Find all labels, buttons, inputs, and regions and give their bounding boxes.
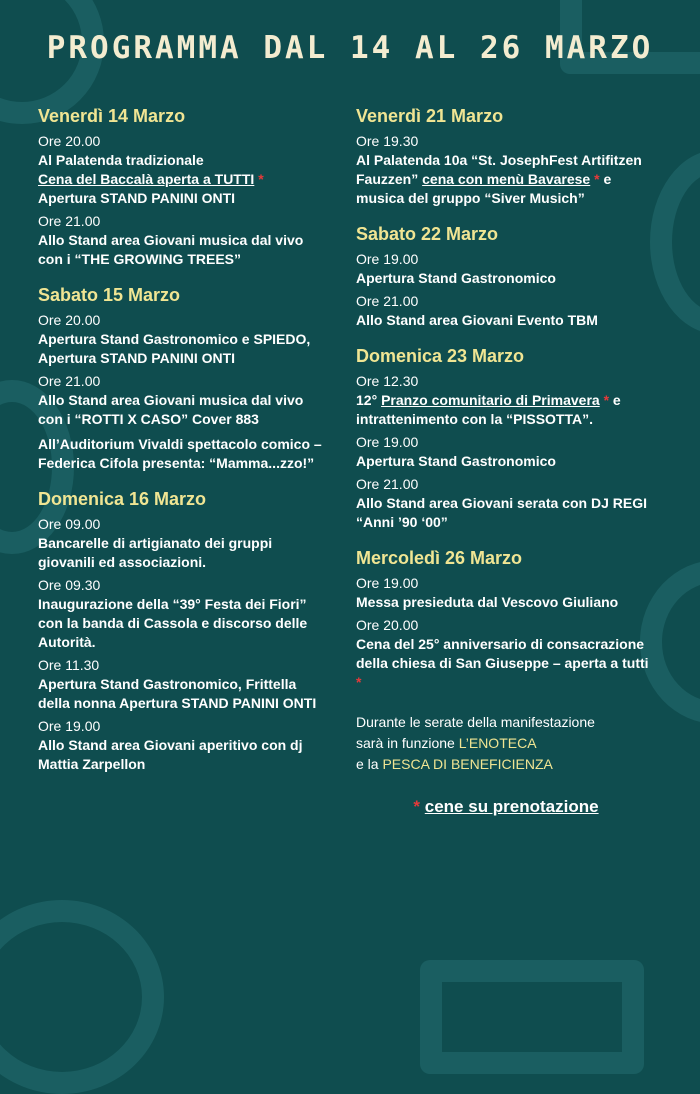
reservation-star: *	[413, 797, 421, 816]
reservation-event: cena con menù Bavarese	[422, 171, 591, 187]
event-description	[356, 151, 656, 208]
event-description: Allo Stand area Giovani Evento TBM	[356, 312, 598, 328]
day-title: Sabato 15 Marzo	[38, 285, 181, 305]
event-text: Apertura STAND PANINI ONTI	[38, 190, 236, 206]
event-description: Apertura Stand Gastronomico e SPIEDO, Apertura STAND PANINI ONTI	[38, 331, 311, 366]
reservation-star: *	[594, 171, 600, 187]
day-block	[356, 104, 656, 208]
day-title: Venerdì 21 Marzo	[356, 106, 504, 126]
event-time: Ore 20.00	[38, 133, 101, 149]
event-description: Bancarelle di artigianato dei gruppi giovanili ed associazioni.	[38, 535, 273, 570]
event-text: e musica del gruppo “Siver Musich”	[356, 171, 612, 206]
event-time: Ore 19.00	[356, 251, 419, 267]
event-description: Apertura Stand Gastronomico	[356, 453, 556, 469]
event-time: Ore 19.00	[38, 718, 101, 734]
note-line: e la	[356, 756, 383, 772]
event-time: Ore 21.00	[356, 476, 419, 492]
event-description: Allo Stand area Giovani musica dal vivo con i “ROTTI X CASO” Cover 883	[38, 392, 304, 427]
event-time: Ore 19.00	[356, 575, 419, 591]
poster-title: PROGRAMMA DAL 14 AL 26 MARZO	[46, 30, 654, 66]
day-block	[38, 104, 328, 269]
event-time: Ore 21.00	[356, 293, 419, 309]
note-highlight: L’ENOTECA	[458, 735, 537, 751]
event-time: Ore 20.00	[356, 617, 419, 633]
event-description	[356, 391, 656, 429]
decor-shape	[650, 150, 700, 334]
day-title: Mercoledì 26 Marzo	[356, 548, 523, 568]
event-time: Ore 19.00	[356, 434, 419, 450]
event-time: Ore 21.00	[38, 373, 101, 389]
event-description: Allo Stand area Giovani serata con DJ REGI “Anni ’90 ‘00”	[356, 495, 647, 530]
day-block	[356, 546, 656, 692]
event-time: Ore 20.00	[38, 312, 101, 328]
info-note	[356, 712, 656, 775]
event-time: Ore 19.30	[356, 133, 419, 149]
reservation-star: *	[356, 674, 362, 690]
event-description: Messa presieduta dal Vescovo Giuliano	[356, 594, 619, 610]
note-line: sarà in funzione	[356, 735, 459, 751]
event-time: Ore 09.30	[38, 577, 101, 593]
reservation-star: *	[603, 392, 610, 408]
reservation-star: *	[258, 171, 264, 187]
event-description: Apertura Stand Gastronomico, Frittella della nonna Apertura STAND PANINI ONTI	[38, 676, 317, 711]
decor-shape	[420, 960, 644, 1074]
event-text: Al Palatenda 10a “St. JosephFest Artifitzen Fauzzen”	[356, 152, 642, 187]
event-text: 12°	[356, 392, 382, 408]
event-description: Inaugurazione della “39° Festa dei Fiori” con la banda di Cassola e discorso delle Autorità.	[38, 596, 308, 650]
note-line: Durante le serate della manifestazione	[356, 714, 595, 730]
day-title: Sabato 22 Marzo	[356, 224, 499, 244]
event-time: Ore 09.00	[38, 516, 101, 532]
event-description: Allo Stand area Giovani musica dal vivo con i “THE GROWING TREES”	[38, 232, 304, 267]
event-description	[356, 635, 656, 692]
decor-shape	[0, 900, 164, 1094]
note-highlight: PESCA DI BENEFICIENZA	[382, 756, 553, 772]
reservation-event: Cena del Baccalà aperta a TUTTI	[38, 171, 255, 187]
event-time: Ore 12.30	[356, 373, 419, 389]
event-time: Ore 11.30	[38, 657, 100, 673]
left-column	[38, 104, 328, 774]
reservation-footnote	[356, 797, 656, 817]
event-description: All’Auditorium Vivaldi spettacolo comico – Federica Cifola presenta: “Mamma...zzo!”	[38, 436, 322, 471]
footnote-text: cene su prenotazione	[424, 797, 599, 816]
event-time: Ore 21.00	[38, 213, 101, 229]
day-title: Domenica 16 Marzo	[38, 489, 207, 509]
day-block	[38, 487, 328, 774]
event-text: Cena del 25° anniversario di consacrazione della chiesa di San Giuseppe – aperta a tutti	[356, 636, 649, 671]
event-description	[38, 151, 328, 208]
day-block	[356, 344, 656, 532]
day-block	[38, 283, 328, 473]
event-description: Apertura Stand Gastronomico	[356, 270, 556, 286]
reservation-event: Pranzo comunitario di Primavera	[381, 392, 600, 408]
event-text: e intrattenimento con la “PISSOTTA”.	[356, 392, 621, 427]
day-title: Venerdì 14 Marzo	[38, 106, 186, 126]
event-text: Al Palatenda tradizionale	[38, 152, 204, 168]
right-column	[356, 104, 656, 817]
day-title: Domenica 23 Marzo	[356, 346, 525, 366]
day-block	[356, 222, 656, 330]
event-description: Allo Stand area Giovani aperitivo con dj Mattia Zarpellon	[38, 737, 303, 772]
